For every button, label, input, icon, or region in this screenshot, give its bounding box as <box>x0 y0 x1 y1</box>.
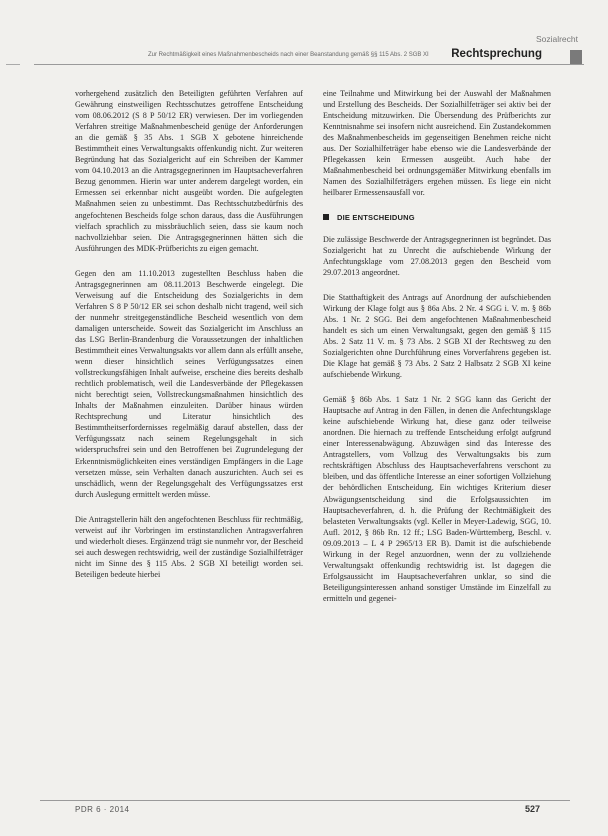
section-heading-text: DIE ENTSCHEIDUNG <box>337 213 415 223</box>
left-paragraph-2: Gegen den am 11.10.2013 zugestellten Beschluss haben die Antragsgegnerinnen am 08.11.2013 Beschwerde eingelegt. Die Verweisung auf die Entscheidung des Sozialgerichts in dem Verfahren S 8 P 50/12 ER sei schon deshalb nicht tragend, weil sich der nunmehr streitgegenständliche Bescheid wesentlich von dem damaligen unterscheide. Soweit das Sozialgericht im Anschluss an das LSG Berlin-Brandenburg die Voraussetzungen der inhaltlichen Bestimmtheit eines Verwaltungsakts vor allem dann als erfüllt ansehe, wenn dieser hinsichtlich seines Verfügungssatzes einen vollstreckungsfähigen Inhalt aufweise, erscheine dies bereits deshalb rechtlich problematisch, weil die Landesverbände der Pflegekassen nicht berechtigt seien, Vollstreckungsmaßnahmen hinsichtlich des Inhalts der Maßnahmen einzuleiten. Darüber hinaus würden Rechtsprechung und Literatur hinsichtlich des Bestimmtheitserfordernisses regelmäßig darauf abstellen, dass der Verfügungssatz nach seinem Regelungsgehalt in sich widerspruchsfrei sein und den Betroffenen bei Zugrundelegung der Erkenntnismöglichkeiten eines verständigen Empfängers in die Lage versetzen müsse, sein Verhalten danach auszurichten. Auch sei es unschädlich, wenn der Regelungsgehalt des Verfügungssatzes erst durch Auslegung ermittelt werden müsse. <box>75 268 303 499</box>
right-paragraph-2: Die zulässige Beschwerde der Antragsgegnerinnen ist begründet. Das Sozialgericht hat zu Unrecht die aufschiebende Wirkung der Anfechtungsklage vom 27.08.2013 gegen den Bescheid vom 29.07.2013 angeordnet. <box>323 234 551 277</box>
left-paragraph-1: vorhergehend zusätzlich den Beteiligten geführten Verfahren auf Gewährung einstweiligen Rechtsschutzes getroffene Entscheidung vom 08.06.2012 (S 8 P 50/12 ER) verwiesen. Der im vorliegenden Verfahren streitige Maßnahmenbescheid genüge der Anforderungen an die gemäß § 35 Abs. 1 SGB X gebotene hinreichende Bestimmtheit eines Verwaltungsakts offenkundig nicht. Zur weiteren Begründung hat das Sozialgericht auf ein Schreiben der Kammer vom 04.10.2013 an die Antragsgegnerinnen im Hauptsacheverfahren Bezug genommen. Hierin war unter anderem dargelegt worden, ein Ermessen sei erkennbar nicht ausgeübt worden. Die aufgelegten Maßnahmen seien zu unbestimmt. Das Rechtsschutzbedürfnis des angefochtenen Bescheids folge schon daraus, dass die Ausführungen vielfach sprachlich zu missbräuchlich seien, dass sie kaum noch nachvollziehbar seien. Die Antragsgegnerinnen hätten sich die Ausführungen des MDK-Prüfberichts zu eigen gemacht. <box>75 89 303 253</box>
header-section-title: Rechtsprechung <box>451 48 542 60</box>
header-marker-box <box>570 50 582 64</box>
footer-issue: PDR 6 · 2014 <box>75 805 130 814</box>
left-column <box>75 88 303 580</box>
footer-rule <box>40 800 570 801</box>
right-paragraph-4: Gemäß § 86b Abs. 1 Satz 1 Nr. 2 SGG kann das Gericht der Hauptsache auf Antrag in den Fällen, in denen die Anfechtungsklage keine aufschiebende Wirkung hat, diese ganz oder teilweise anordnen. Die hiernach zu treffende Entscheidung erfolgt aufgrund einer Interessenabwägung. Abzuwägen sind das Interesse des Antragstellers, vom Vollzug des Verwaltungsakts bis zum rechtskräftigen Abschluss des Hauptsacheverfahrens verschont zu bleiben, und das öffentliche Interesse an einer sofortigen Vollziehung der behördlichen Entscheidung. Ein wichtiges Kriterium dieser Abwägungsentscheidung sind die Erfolgsaussichten im Hauptsacheverfahren, d. h. die Prüfung der Rechtmäßigkeit des belasteten Verwaltungsakts (vgl. Keller in Meyer-Ladewig, SGG, 10. Aufl. 2012, § 86b Rn. 12 ff.; LSG Baden-Württemberg, Beschl. v. 09.09.2013 – L 4 P 2965/13 ER B). Damit ist die aufschiebende Wirkung in der Regel anzuordnen, wenn der zu vollziehende Verwaltungsakt offenkundig rechtswidrig ist. Ist dagegen die Erfolgsaussicht im Hauptsacheverfahren unklar, so sind die Beteiligungsinteressen anhand sonstiger Umstände im Einzelfall zu ermitteln und gegenei- <box>323 395 551 603</box>
left-paragraph-3: Die Antragstellerin hält den angefochtenen Beschluss für rechtmäßig, verweist auf ihr Vorbringen im erstinstanzlichen Antragsverfahren und wiederholt dieses. Ergänzend trägt sie nunmehr vor, der Bescheid sei auch deswegen rechtswidrig, weil der zuständige Sozialhilfeträger nicht im Sinne des § 115 Abs. 2 SGB XI beteiligt worden sei. Beteiligen bedeute hierbei <box>75 514 303 579</box>
header-running-title: Zur Rechtmäßigkeit eines Maßnahmenbescheids nach einer Beanstandung gemäß §§ 115 Abs. 2 SGB XI <box>148 52 429 58</box>
header-kategorie: Sozialrecht <box>535 34 578 44</box>
header-rule <box>34 64 584 65</box>
section-heading <box>323 212 551 223</box>
right-column <box>323 88 551 604</box>
margin-mark <box>6 64 20 65</box>
right-paragraph-1: eine Teilnahme und Mitwirkung bei der Auswahl der Maßnahmen und Erstellung des Bescheids. Der Sozialhilfeträger sei aktiv bei der Entscheidung mitzuwirken. Die Übersendung des Prüfberichts zur Kenntnisnahme sei insofern nicht ausreichend. Ein Zustandekommen des Maßnahmenbescheids im gegenseitigen Benehmen reiche nicht aus. Der Sozialhilfeträger habe ebenso wie die Landesverbände der Pflegekassen kein Ermessen ausgeübt. Auch habe der Maßnahmenbescheid bei ordnungsgemäßer Mitwirkung ebenfalls im Namen des Sozialhilfeträgers ergehen müssen. Es liege ein nicht heilbarer Ermessensausfall vor. <box>323 89 551 198</box>
footer-page-number: 527 <box>524 804 540 814</box>
right-paragraph-3: Die Statthaftigkeit des Antrags auf Anordnung der aufschiebenden Wirkung der Klage folgt aus § 86a Abs. 2 Nr. 4 SGG i. V. m. § 86b Abs. 1 Nr. 2 SGG. Bei dem angefochtenen Maßnahmenbescheid handelt es sich um einen Verwaltungsakt, gegen den gemäß § 115 Abs. 2 Satz 11 V. m. § 73 Abs. 2 SGB XI der Rechtsweg zu den Sozialgerichten ohne Durchführung eines Vorverfahrens gegeben ist. Die Klage hat gemäß § 73 Abs. 2 Satz 2 Halbsatz 2 SGB XI keine aufschiebende Wirkung. <box>323 292 551 380</box>
heading-square-icon <box>323 214 329 220</box>
